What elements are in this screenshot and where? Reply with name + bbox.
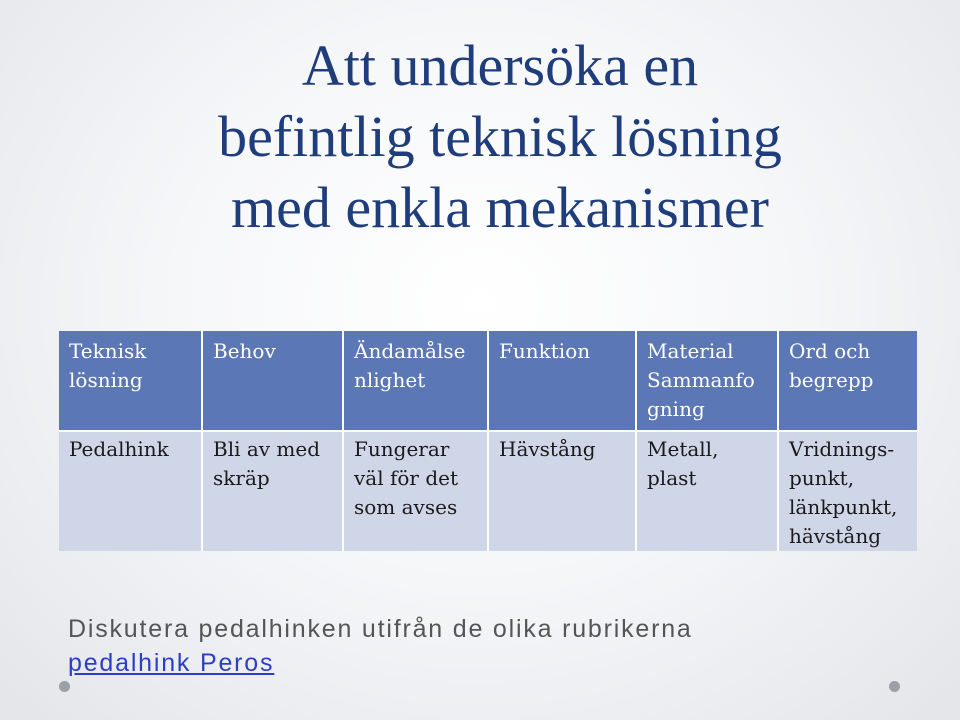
- header-material-joining: Material Sammanfo gning: [647, 339, 755, 421]
- header-cell: [59, 331, 202, 431]
- header-cell: [343, 331, 488, 431]
- pedalbin-link[interactable]: pedalhink Peros: [68, 649, 275, 677]
- cell-text: Bli av med skräp: [213, 437, 321, 490]
- table-cell: [636, 431, 778, 551]
- header-cell: [636, 331, 778, 431]
- slide-title: [70, 30, 930, 243]
- table-cell: [488, 431, 636, 551]
- header-function: Funktion: [499, 339, 591, 363]
- discussion-block: [68, 612, 693, 680]
- cell-text: Fungerar väl för det som avses: [354, 437, 459, 519]
- table-row: [59, 431, 917, 551]
- cell-text: Vridnings- punkt, länkpunkt, hävstång: [789, 437, 898, 548]
- header-terms: Ord och begrepp: [789, 339, 874, 392]
- title-line: med enkla mekanismer: [231, 175, 769, 240]
- table-cell: [343, 431, 488, 551]
- table-header-row: [59, 331, 917, 431]
- header-cell: [778, 331, 917, 431]
- cell-text: Metall, plast: [647, 437, 719, 490]
- corner-dot-right: [889, 681, 900, 692]
- analysis-table: [59, 331, 917, 551]
- table-cell: [202, 431, 343, 551]
- title-line: befintlig teknisk lösning: [218, 104, 782, 169]
- header-need: Behov: [213, 339, 276, 363]
- table-cell: [59, 431, 202, 551]
- cell-text: Hävstång: [499, 437, 596, 461]
- cell-text: Pedalhink: [69, 437, 169, 461]
- header-technical-solution: Teknisk lösning: [69, 339, 147, 392]
- corner-dot-left: [59, 681, 70, 692]
- table-cell: [778, 431, 917, 551]
- header-fitness-for-purpose: Ändamålse nlighet: [354, 339, 466, 392]
- discussion-text: Diskutera pedalhinken utifrån de olika rubrikerna: [68, 615, 693, 643]
- header-cell: [202, 331, 343, 431]
- header-cell: [488, 331, 636, 431]
- title-line: Att undersöka en: [301, 33, 699, 98]
